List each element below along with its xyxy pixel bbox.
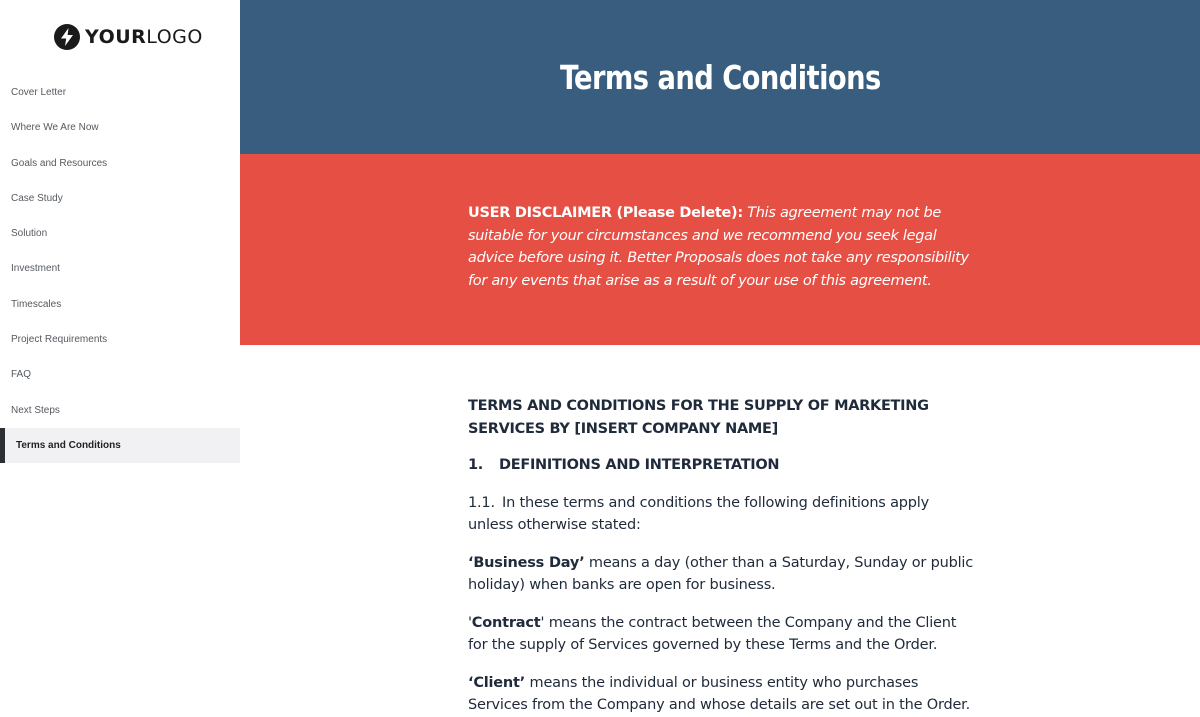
quote-close: ’	[519, 674, 526, 691]
definition-text: means the contract between the Company and the Client for the supply of Services governed by these Terms and the Order.	[468, 614, 957, 653]
page-title: Terms and Conditions	[559, 57, 881, 97]
quote-open: '	[468, 614, 472, 631]
clause-number: 1.1.	[468, 494, 495, 511]
sidebar-item-terms-and-conditions[interactable]: Terms and Conditions	[0, 428, 240, 463]
section-heading-text: DEFINITIONS AND INTERPRETATION	[499, 457, 780, 473]
sidebar-nav	[0, 75, 240, 463]
clause-text: In these terms and conditions the following definitions apply unless otherwise stated:	[468, 494, 929, 533]
definition-contract	[468, 612, 973, 657]
section-heading	[468, 454, 973, 477]
quote-close: ’	[579, 554, 585, 571]
sidebar	[0, 0, 240, 703]
definition-text: means a day (other than a Saturday, Sunday or public holiday) when banks are open for business.	[468, 554, 974, 593]
logo[interactable]	[54, 24, 203, 50]
term-text: Business Day	[473, 554, 580, 571]
sidebar-item-cover-letter[interactable]: Cover Letter	[11, 87, 67, 98]
sidebar-item-where-we-are-now[interactable]: Where We Are Now	[11, 122, 99, 134]
definition-term: Contract	[471, 614, 541, 631]
disclaimer-text	[468, 202, 978, 292]
section-number: 1.	[468, 457, 483, 473]
sidebar-item-case-study[interactable]: Case Study	[11, 192, 63, 204]
quote-open: ‘	[468, 554, 474, 571]
page-header	[240, 0, 1200, 154]
definition-term	[468, 555, 585, 571]
disclaimer-label: USER DISCLAIMER (Please Delete):	[468, 205, 743, 221]
sidebar-item-timescales[interactable]: Timescales	[11, 298, 62, 310]
quote-close: '	[540, 614, 545, 631]
definition-business-day	[468, 552, 973, 597]
terms-title: TERMS AND CONDITIONS FOR THE SUPPLY OF MARKETING SERVICES BY [INSERT COMPANY NAME]	[468, 398, 929, 437]
quote-open: ‘	[468, 674, 474, 691]
definition-client	[468, 672, 973, 717]
disclaimer-body: This agreement may not be suitable for your circumstances and we recommend you seek legal advice before using it. Better Proposals does not take any responsibility for any events that arise as a result of your use of this agreement.	[468, 205, 969, 289]
definition-term	[468, 675, 525, 691]
sidebar-item-solution[interactable]: Solution	[11, 228, 48, 240]
term-text: Client	[473, 674, 520, 691]
logo-text	[85, 24, 203, 50]
logo-text-light: LOGO	[146, 26, 203, 48]
definition-text: means the individual or business entity who purchases Services from the Company and whose details are set out in the Order.	[468, 674, 971, 713]
logo-text-bold: YOUR	[85, 26, 147, 48]
sidebar-item-next-steps[interactable]: Next Steps	[11, 404, 60, 416]
sidebar-item-project-requirements[interactable]: Project Requirements	[11, 334, 108, 346]
sidebar-item-goals-and-resources[interactable]: Goals and Resources	[11, 157, 108, 169]
sidebar-item-faq[interactable]: FAQ	[11, 369, 32, 381]
sidebar-item-investment[interactable]: Investment	[11, 263, 60, 275]
terms-content	[468, 395, 973, 717]
clause-paragraph	[468, 492, 973, 537]
disclaimer-banner	[240, 154, 1200, 345]
lightning-bolt-icon	[54, 24, 80, 50]
